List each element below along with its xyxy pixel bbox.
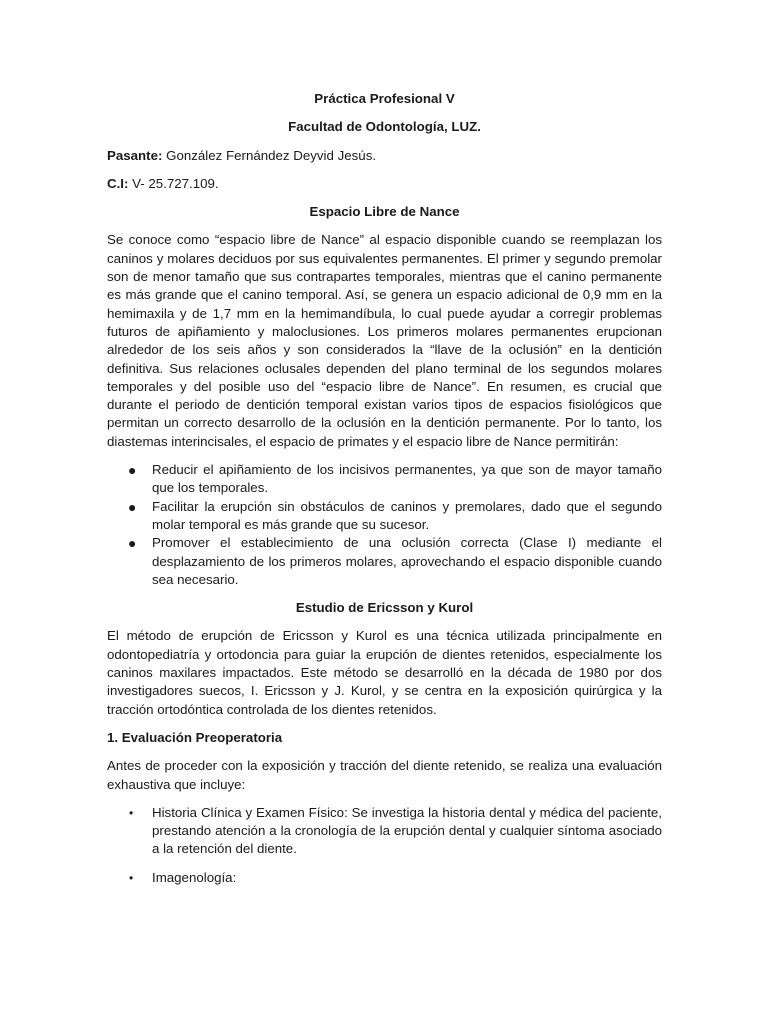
list-item [107,534,662,589]
list-item [107,804,662,859]
section-heading-ericsson: Estudio de Ericsson y Kurol [295,600,474,616]
list-item-text: Historia Clínica y Examen Físico: Se investiga la historia dental y médica del paciente, prestando atención a la cronología de la erupción dental y cualquier síntoma asociado a la retención del diente. [152,804,662,857]
faculty-title: Facultad de Odontología, LUZ. [288,119,481,135]
ci-value: V- 25.727.109. [128,175,219,191]
pasante-value: González Fernández Deyvid Jesús. [162,147,377,163]
list-item [107,498,662,535]
list-item [107,869,662,887]
pasante-line [107,147,662,165]
evaluacion-paragraph: Antes de proceder con la exposición y tracción del diente retenido, se realiza una evaluación exhaustiva que incluye: [107,758,662,792]
list-item-text: Imagenología: [152,869,237,885]
evaluacion-bullet-list [107,804,662,887]
pasante-label: Pasante: [107,147,163,163]
list-item-text: Promover el establecimiento de una oclusión correcta (Clase I) mediante el desplazamiento de los primeros molares, aprovechando el espacio disponible cuando sea necesario. [152,535,662,587]
ericsson-paragraph: El método de erupción de Ericsson y Kurol es una técnica utilizada principalmente en odontopediatría y ortodoncia para guiar la erupción de dientes retenidos, especialmente los caninos maxilares impactados. Este método se desarrolló en la década de 1980 por dos investigadores suecos, I. Ericsson y J. Kurol, y se centra en la exposición quirúrgica y la tracción ortodóntica controlada de los dientes retenidos. [107,628,662,717]
document-title: Práctica Profesional V [314,91,455,106]
list-item-text: Reducir el apiñamiento de los incisivos permanentes, ya que son de mayor tamaño que los temporales. [152,462,662,496]
bullet-icon: • [129,870,134,885]
ci-label: C.I: [107,175,129,191]
list-item-text: Facilitar la erupción sin obstáculos de caninos y premolares, dado que el segundo molar temporal es más grande que su sucesor. [152,498,662,532]
bullet-icon: ● [128,498,137,515]
subsection-heading-evaluacion: 1. Evaluación Preoperatoria [107,729,283,745]
nance-bullet-list [107,461,662,589]
bullet-icon: • [129,805,134,820]
bullet-icon: ● [128,462,137,479]
ci-line [107,175,662,193]
list-item [107,461,662,498]
nance-paragraph: Se conoce como “espacio libre de Nance” al espacio disponible cuando se reemplazan los caninos y molares deciduos por sus equivalentes permanentes. El primer y segundo premolar son de menor tamaño que sus contrapartes temporales, mientras que el canino permanente es más grande que el canino temporal. Así, se genera un espacio adicional de 0,9 mm en la hemimaxila y de 1,7 mm en la hemimandíbula, lo cual puede ayudar a corregir problemas futuros de apiñamiento y maloclusiones. Los primeros molares permanentes erupcionan alrededor de los seis años y son considerados la “llave de la oclusión” en la dentición definitiva. Sus relaciones oclusales dependen del plano terminal de los segundos molares temporales y del posible uso del “espacio libre de Nance”. En resumen, es crucial que durante el periodo de dentición temporal existan varios tipos de espacios fisiológicos que permitan un correcto desarrollo de la oclusión en la dentición permanente. Por lo tanto, los diastemas interincisales, el espacio de primates y el espacio libre de Nance permitirán: [107,232,662,449]
bullet-icon: ● [128,535,137,552]
document-page [107,90,662,897]
section-heading-nance: Espacio Libre de Nance [309,204,460,220]
